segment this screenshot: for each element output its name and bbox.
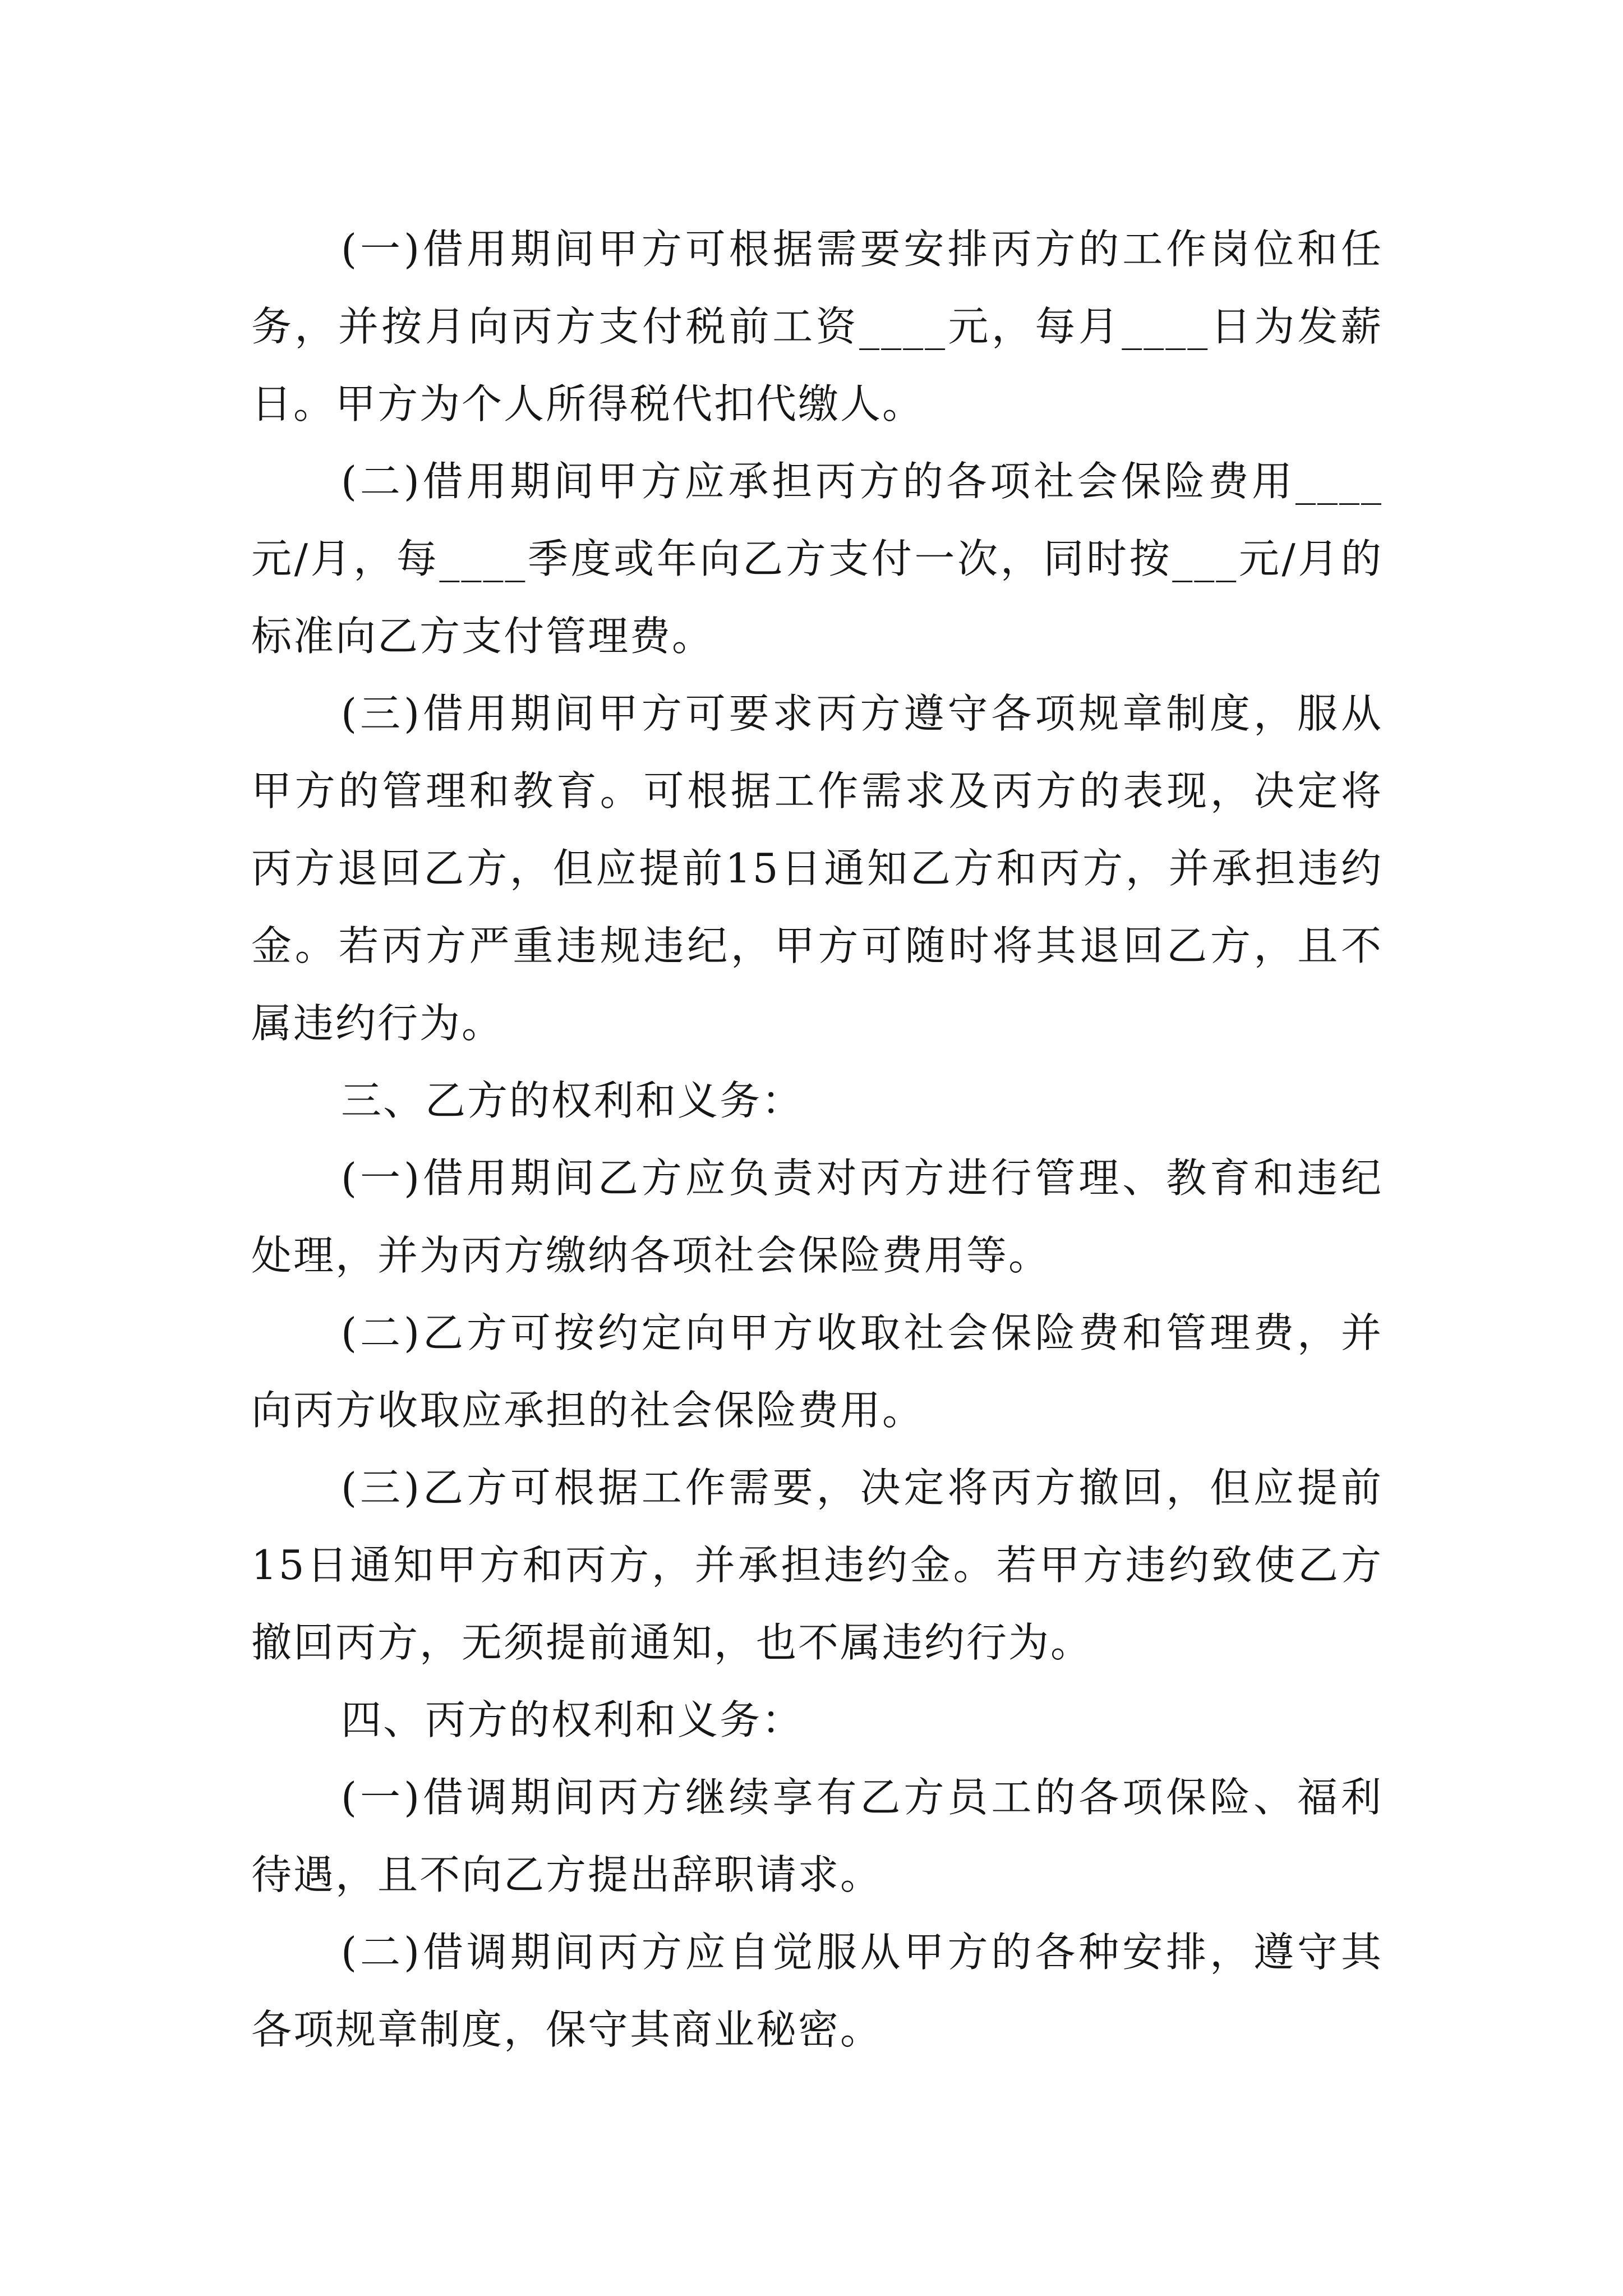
paragraph-party-a-duty-2: (二)借用期间甲方应承担丙方的各项社会保险费用____元/月，每____季度或年向乙方支付一次，同时按___元/月的标准向乙方支付管理费。 — [251, 458, 1383, 660]
section-heading-party-c: 四、丙方的权利和义务： — [341, 1696, 804, 1743]
paragraph-party-c-duty-1: (一)借调期间丙方继续享有乙方员工的各项保险、福利待遇，且不向乙方提出辞职请求。 — [251, 1774, 1383, 1898]
paragraph-party-a-duty-3: (三)借用期间甲方可要求丙方遵守各项规章制度，服从甲方的管理和教育。可根据工作需求及丙方的表现，决定将丙方退回乙方，但应提前15日通知乙方和丙方，并承担违约金。若丙方严重违规违纪，甲方可随时将其退回乙方，且不属违约行为。 — [251, 690, 1383, 1047]
paragraph-party-c-duty-2: (二)借调期间丙方应自觉服从甲方的各种安排，遵守其各项规章制度，保守其商业秘密。 — [251, 1929, 1383, 2053]
document-body — [251, 210, 1383, 2068]
paragraph-party-b-duty-2: (二)乙方可按约定向甲方收取社会保险费和管理费，并向丙方收取应承担的社会保险费用。 — [251, 1309, 1383, 1434]
paragraph-party-a-duty-1: (一)借用期间甲方可根据需要安排丙方的工作岗位和任务，并按月向丙方支付税前工资____元，每月____日为发薪日。甲方为个人所得税代扣代缴人。 — [251, 226, 1383, 427]
paragraph-party-b-duty-3: (三)乙方可根据工作需要，决定将丙方撤回，但应提前15日通知甲方和丙方，并承担违约金。若甲方违约致使乙方撤回丙方，无须提前通知，也不属违约行为。 — [251, 1464, 1383, 1666]
paragraph-party-b-duty-1: (一)借用期间乙方应负责对丙方进行管理、教育和违纪处理，并为丙方缴纳各项社会保险费用等。 — [251, 1154, 1383, 1279]
section-heading-party-b: 三、乙方的权利和义务： — [341, 1077, 804, 1124]
